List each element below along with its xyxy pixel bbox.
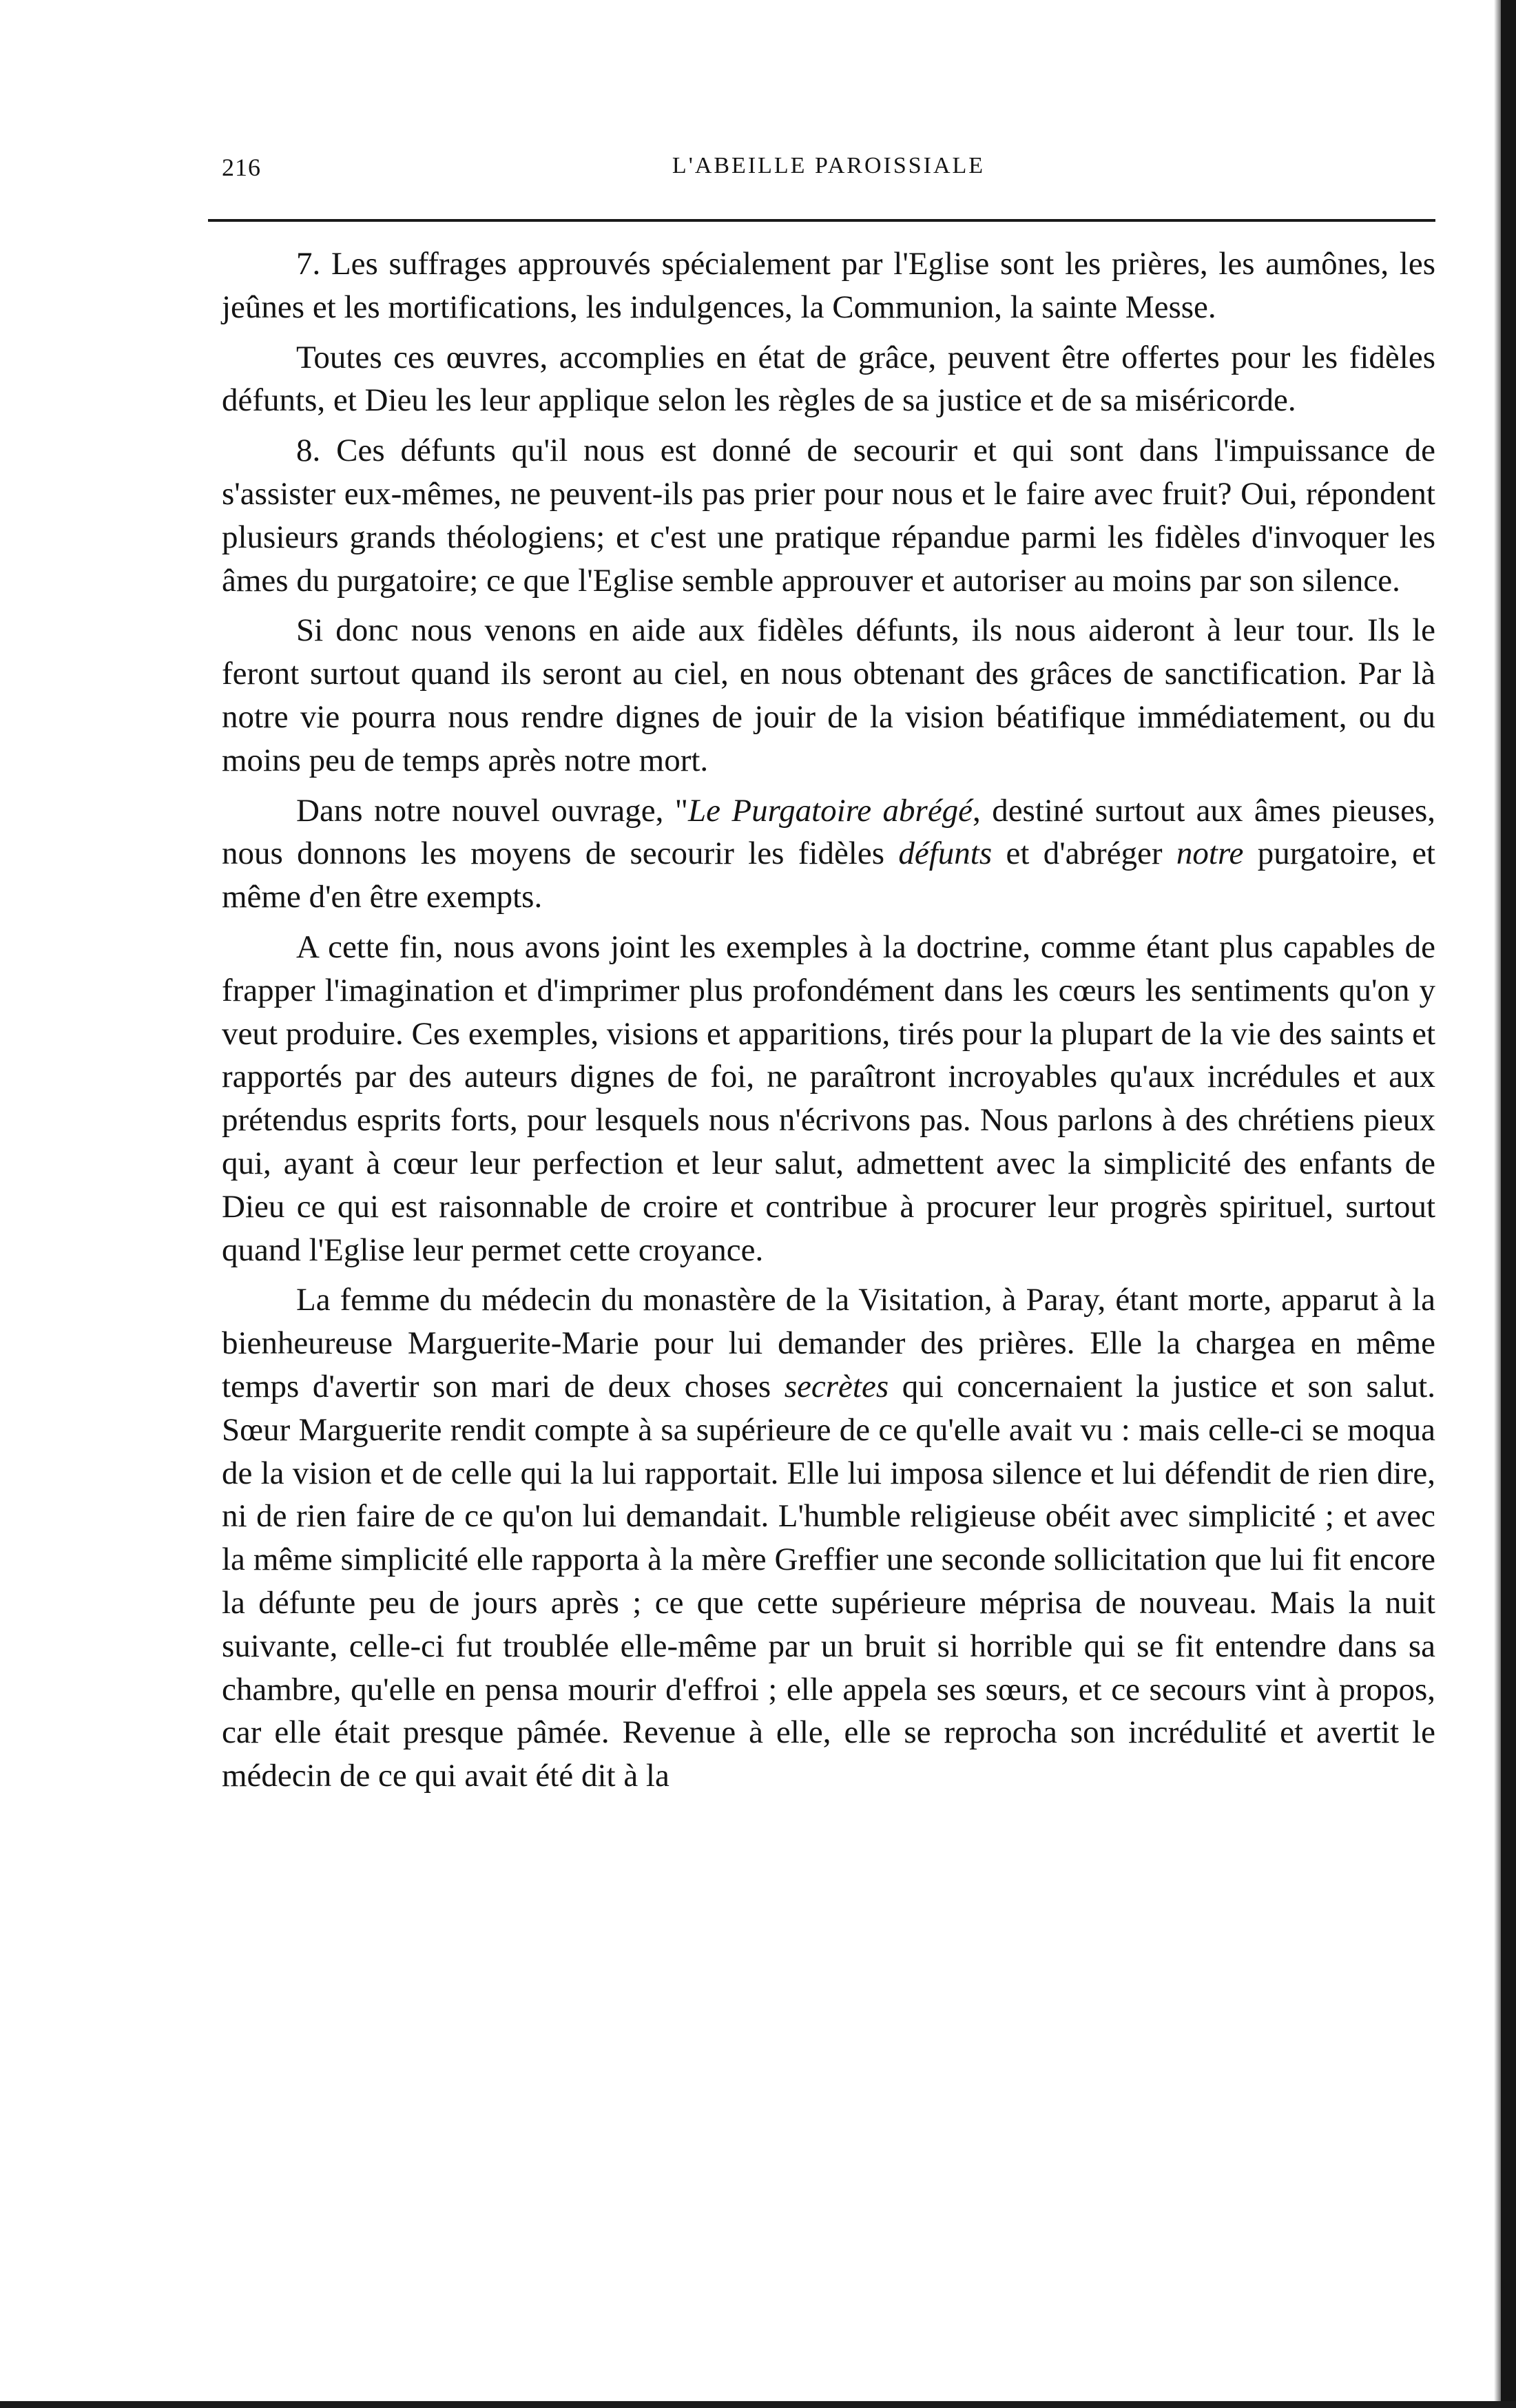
paragraph-text: Toutes ces œuvres, accomplies en état de grâce, peuvent être offertes pour les fidèles défunts, et Dieu les leur applique selon les règles de sa justice et de sa miséricorde. [222, 339, 1435, 419]
page-header [222, 153, 1435, 194]
paragraph-text: La femme du médecin du monastère de la Visitation, à Paray, étant morte, apparut à la bienheureuse Marguerite-Marie pour lui demander des prières. Elle la chargea en même temps d'avertir son mari de deux choses [222, 1282, 1435, 1404]
paragraph-6 [222, 926, 1435, 1272]
paragraph-2 [222, 336, 1435, 423]
paragraph-text: , destiné surtout aux âmes pieuses, nous donnons les moyens de secourir les fidèles [222, 792, 1435, 872]
paragraph-text: qui concernaient la justice et son salut. Sœur Marguerite rendit compte à sa supérieure de ce qu'elle avait vu : mais celle-ci se moqua de la vision et de celle qui la lui rapportait. Elle lui imposa silence et lui défendit de rien dire, ni de rien faire de ce qu'on lui demandait. L'humble religieuse obéit avec simplicité ; et avec la même simplicité elle rapporta à la mère Greffier une seconde sollicitation que lui fit encore la défunte peu de jours après ; ce que cette supérieure méprisa de nouveau. Mais la nuit suivante, celle-ci fut troublée elle-même par un bruit si horrible qui se fit entendre dans sa chambre, qu'elle en pensa mourir d'effroi ; elle appela ses sœurs, et ce secours vint à propos, car elle était presque pâmée. Revenue à elle, elle se reprocha son incrédulité et avertit le médecin de ce qui avait été dit à la [222, 1368, 1435, 1794]
paragraph-text: et d'abréger [992, 835, 1176, 872]
italic-word: notre [1176, 835, 1244, 872]
italic-word: défunts [898, 835, 993, 872]
paragraph-5 [222, 789, 1435, 919]
paragraph-4 [222, 609, 1435, 782]
paragraph-text: Si donc nous venons en aide aux fidèles défunts, ils nous aideront à leur tour. Ils le feront surtout quand ils seront au ciel, en nous obtenant des grâces de sanctification. Par là notre vie pourra nous rendre dignes de jouir de la vision béatifique immédiatement, ou du moins peu de temps après notre mort. [222, 612, 1435, 778]
running-title: L'ABEILLE PAROISSIALE [672, 153, 986, 178]
paragraph-text: purgatoire, et même d'en être exempts. [222, 835, 1435, 915]
page-number: 216 [222, 154, 261, 181]
paragraph-text: A cette fin, nous avons joint les exemples à la doctrine, comme étant plus capables de frapper l'imagination et d'imprimer plus profondément dans les cœurs les sentiments qu'on y veut produire. Ces exemples, visions et apparitions, tirés pour la plupart de la vie des saints et rapportés par des auteurs dignes de foi, ne paraîtront incroyables qu'aux incrédules et aux prétendus esprits forts, pour lesquels nous n'écrivons pas. Nous parlons à des chrétiens pieux qui, ayant à cœur leur perfection et leur salut, admettent avec la simplicité des enfants de Dieu ce qui est raisonnable de croire et contribue à procurer leur progrès spirituel, surtout quand l'Eglise leur permet cette croyance. [222, 928, 1435, 1268]
body-text [222, 242, 1435, 1805]
paragraph-text: Dans notre nouvel ouvrage, " [296, 792, 688, 829]
scan-edge [1501, 0, 1516, 2408]
paragraph-1 [222, 242, 1435, 329]
paragraph-text: 8. Ces défunts qu'il nous est donné de secourir et qui sont dans l'impuissance de s'assister eux-mêmes, ne peuvent-ils pas prier pour nous et le faire avec fruit? Oui, répondent plusieurs grands théologiens; et c'est une pratique répandue parmi les fidèles d'invoquer les âmes du purgatoire; ce que l'Eglise semble approuver et autoriser au moins par son silence. [222, 433, 1435, 599]
scan-shadow [1494, 0, 1501, 2408]
header-rule [208, 219, 1435, 222]
paragraph-text: 7. Les suffrages approuvés spécialement par l'Eglise sont les prières, les aumônes, les jeûnes et les mortifications, les indulgences, la Communion, la sainte Messe. [222, 246, 1435, 325]
scan-bottom-edge [0, 2401, 1516, 2408]
paragraph-3 [222, 429, 1435, 602]
paragraph-7 [222, 1278, 1435, 1798]
book-title-italic: Le Purgatoire abrégé [687, 792, 973, 829]
italic-word: secrètes [784, 1368, 889, 1404]
